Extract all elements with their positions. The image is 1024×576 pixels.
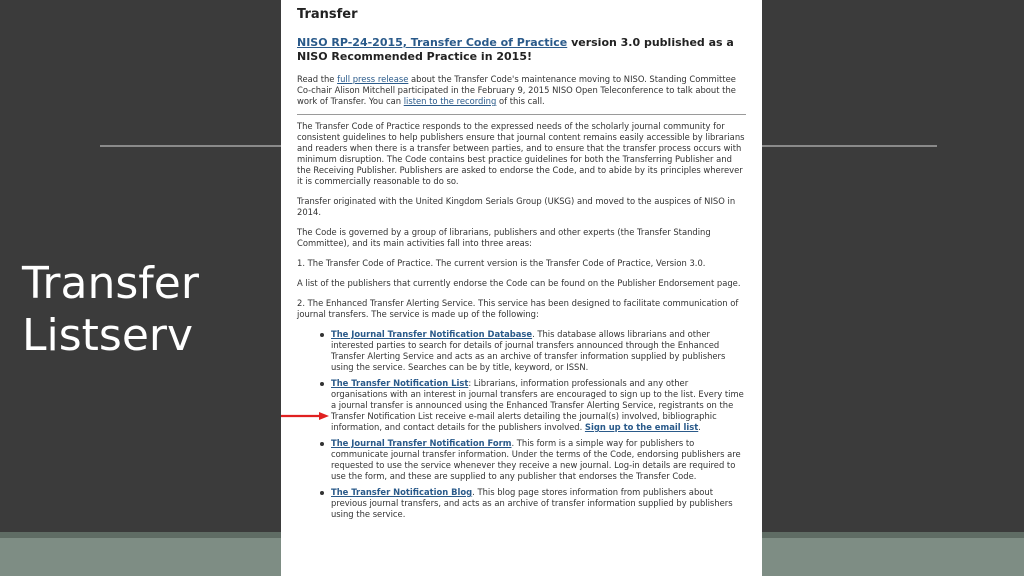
list-item: [331, 438, 746, 482]
sign-up-link[interactable]: Sign up to the email list: [584, 422, 699, 432]
notification-blog-link[interactable]: The Transfer Notification Blog: [331, 487, 473, 497]
notification-list-link[interactable]: The Transfer Notification List: [331, 378, 469, 388]
slide-rule-left: [100, 145, 281, 147]
paragraph-code-version: 1. The Transfer Code of Practice. The current version is the Transfer Code of Practice, Version 3.0.: [297, 258, 706, 268]
red-arrow-icon: [281, 412, 329, 420]
list-item-text: . This blog page stores information from publishers about previous journal transfers, and acts as an archive of transfer information supplied by publishers using the service.: [331, 487, 733, 519]
headline-text: version 3.0 published as a NISO Recommended Practice in 2015!: [297, 36, 734, 63]
intro-text-1: Read the: [297, 74, 338, 84]
notification-database-link[interactable]: The Journal Transfer Notification Database: [331, 329, 533, 339]
list-item-text: : Librarians, information professionals and any other organisations with an interest in journal transfers are encouraged to sign up to the list. Every time a journal transfer is announced using the Enhanced Transfer Alerting Service, registrants on the Transfer Notification List receive e-mail alerts detailing the journal(s) involved, bibliographic information, and contact details for the publishers involved.: [331, 378, 744, 432]
slide-rule-right: [762, 145, 937, 147]
press-release-link[interactable]: full press release: [337, 74, 409, 84]
notification-form-link[interactable]: The Journal Transfer Notification Form: [331, 438, 512, 448]
list-item: [331, 329, 746, 373]
paragraph-origin: Transfer originated with the United Kingdom Serials Group (UKSG) and moved to the auspices of NISO in 2014.: [297, 196, 736, 217]
webpage-screenshot: [281, 0, 762, 576]
paragraph-governance: The Code is governed by a group of librarians, publishers and other experts (the Transfer Standing Committee), and its main activities fall into three areas:: [297, 227, 711, 248]
slide-title-line-1: Transfer: [22, 258, 199, 309]
headline: [297, 36, 746, 64]
list-item: [331, 487, 746, 520]
slide-title: [22, 258, 262, 362]
paragraph-code-purpose: The Transfer Code of Practice responds to the expressed needs of the scholarly journal community for consistent guidelines to help publishers ensure that journal content remains easily accessible by librarians and readers when there is a transfer between parties, and to ensure that the transfer process occurs with minimum disruption. The Code contains best practice guidelines for both the Transferring Publisher and the Receiving Publisher. Publishers are asked to endorse the Code, and to abide by its principles wherever it is commercially reasonable to do so.: [297, 121, 745, 186]
intro-paragraph: [297, 74, 746, 107]
paragraph-alerting-service: 2. The Enhanced Transfer Alerting Service. This service has been designed to facilitate communication of journal transfers. The service is made up of the following:: [297, 298, 739, 319]
headline-link[interactable]: NISO RP-24-2015, Transfer Code of Practice: [297, 36, 568, 49]
page-heading: Transfer: [297, 7, 358, 22]
recording-link[interactable]: listen to the recording: [403, 96, 497, 106]
intro-text-2: about the Transfer Code's maintenance moving to NISO. Standing Committee Co-chair Alison Mitchell participated in the February 9, 2015 NISO Open Teleconference to talk about the work of Transfer. You can: [297, 74, 736, 106]
intro-text-3: of this call.: [496, 96, 545, 106]
list-item-text: . This database allows librarians and other interested parties to search for details of journal transfers announced through the Enhanced Transfer Alerting Service and acts as an archive of transfer information supplied by publishers using the service. Searches can be by title, keyword, or ISSN.: [331, 329, 726, 372]
service-list: [297, 329, 746, 520]
list-item-text: . This form is a simple way for publishers to communicate journal transfer information. Under the terms of the Code, endorsing publishers are requested to use the service whenever they receive a new journal. Log-in details are required to use the form, and these are supplied to any publisher that endorses the Transfer Code.: [331, 438, 741, 481]
list-item: [331, 378, 746, 433]
list-item-tail: .: [698, 422, 701, 432]
paragraph-endorsement: A list of the publishers that currently endorse the Code can be found on the Publisher Endorsement page.: [297, 278, 741, 288]
slide-title-line-2: Listserv: [22, 310, 194, 361]
section-divider: [297, 114, 746, 115]
